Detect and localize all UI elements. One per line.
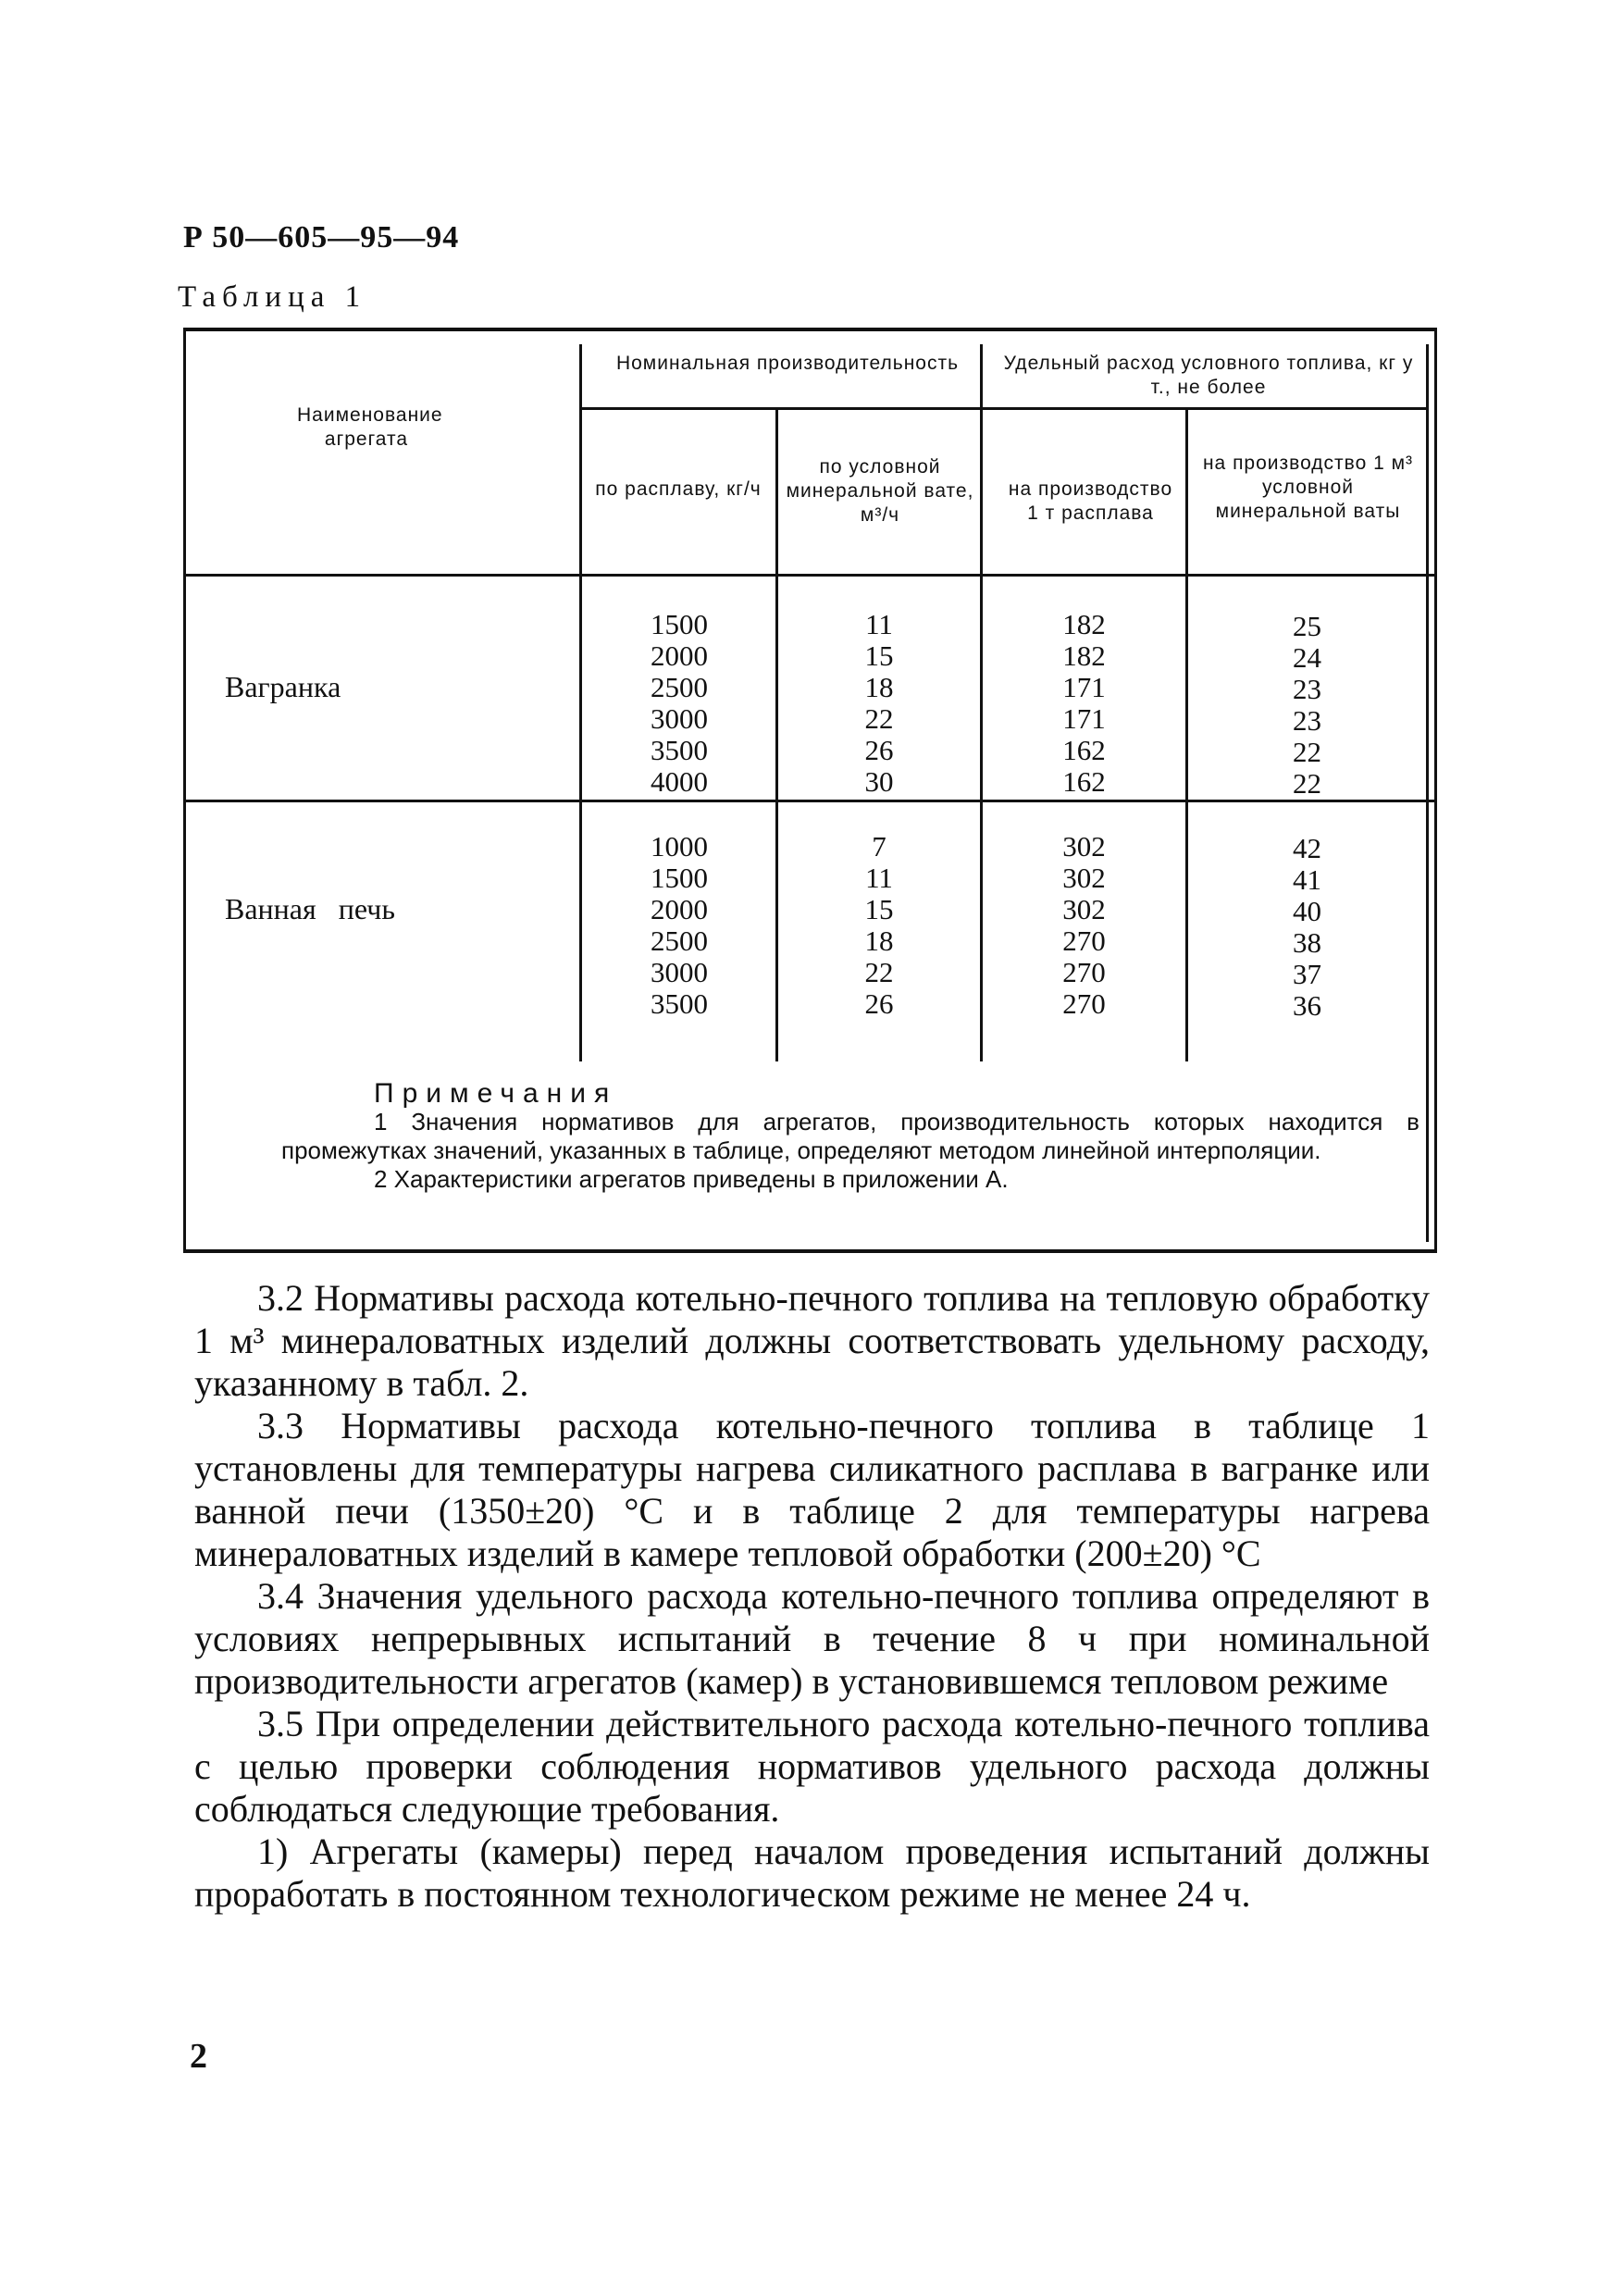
subheader-rule-left: [582, 407, 980, 410]
paragraph: 3.4 Значения удельного расхода котельно-печного топлива определяют в условиях непрерывных испытаний в течение 8 ч при номинальной производительности агрегатов (камер) в установившемся тепловом режиме: [194, 1575, 1430, 1702]
melt-capacity-column: 1500 2000 2500 3000 3500 4000: [651, 608, 708, 798]
table-caption: Таблица 1: [178, 280, 367, 314]
header-by-melt: по расплаву, кг/ч: [595, 478, 762, 500]
subheader-rule-right: [983, 407, 1426, 410]
document-code: Р 50—605—95—94: [183, 220, 460, 254]
melt-capacity-column: 1000 1500 2000 2500 3000 3500: [651, 830, 708, 1020]
header-consumption-group: Удельный расход условного топлива, кг у т., не более: [1003, 353, 1414, 398]
unit-name: Вагранка: [225, 670, 341, 703]
paragraph: 3.5 При определении действительного расхода котельно-печного топлива с целью проверки соблюдения нормативов удельного расхода должны соблюдаться следующие требования.: [194, 1703, 1430, 1830]
per-m3-column: 25 24 23 23 22 22: [1293, 610, 1321, 800]
wool-capacity-column: 11 15 18 22 26 30: [864, 608, 894, 798]
notes-title: Примечания: [374, 1078, 618, 1109]
note-item: 2 Характеристики агрегатов приведены в приложении А.: [374, 1165, 1009, 1193]
header-unit: Наименование агрегата: [297, 404, 443, 450]
body-text: [194, 1277, 1430, 1916]
per-m3-column: 42 41 40 38 37 36: [1293, 832, 1321, 1022]
header-rule: [186, 574, 1437, 577]
header-by-wool: по условной минеральной вате, м³/ч: [786, 456, 974, 526]
table-notes: [281, 1079, 1419, 1194]
col-divider-5: [1426, 344, 1429, 1242]
note-item: 1 Значения нормативов для агрегатов, производительность которых находится в промежутках значений, указанных в таблице, определяют методом линейной интерполяции.: [281, 1108, 1419, 1164]
unit-name: Ванная печь: [225, 892, 395, 925]
paragraph: 3.3 Нормативы расхода котельно-печного топлива в таблице 1 установлены для температуры нагрева силикатного расплава в вагранке или ванной печи (1350±20) °С и в таблице 2 для температуры нагрева минераловатных изделий в камере тепловой обработки (200±20) °С: [194, 1405, 1430, 1574]
per-ton-column: 302 302 302 270 270 270: [1062, 830, 1106, 1020]
norms-table: [183, 328, 1437, 1253]
page-number: 2: [190, 2037, 207, 2076]
header-per-ton-melt: на производство 1 т расплава: [1008, 478, 1173, 524]
wool-capacity-column: 7 11 15 18 22 26: [864, 830, 894, 1020]
paragraph: 1) Агрегаты (камеры) перед началом проведения испытаний должны проработать в постоянном технологическом режиме не менее 24 ч.: [194, 1831, 1430, 1915]
paragraph: 3.2 Нормативы расхода котельно-печного топлива на тепловую обработку 1 м³ минераловатных изделий должны соответствовать удельному расходу, указанному в табл. 2.: [194, 1277, 1430, 1404]
header-per-m3-wool: на производство 1 м³ условной минеральной ваты: [1202, 453, 1414, 522]
group-divider: [186, 800, 1437, 802]
per-ton-column: 182 182 171 171 162 162: [1062, 608, 1106, 798]
header-capacity-group: Номинальная производительность: [615, 353, 960, 374]
